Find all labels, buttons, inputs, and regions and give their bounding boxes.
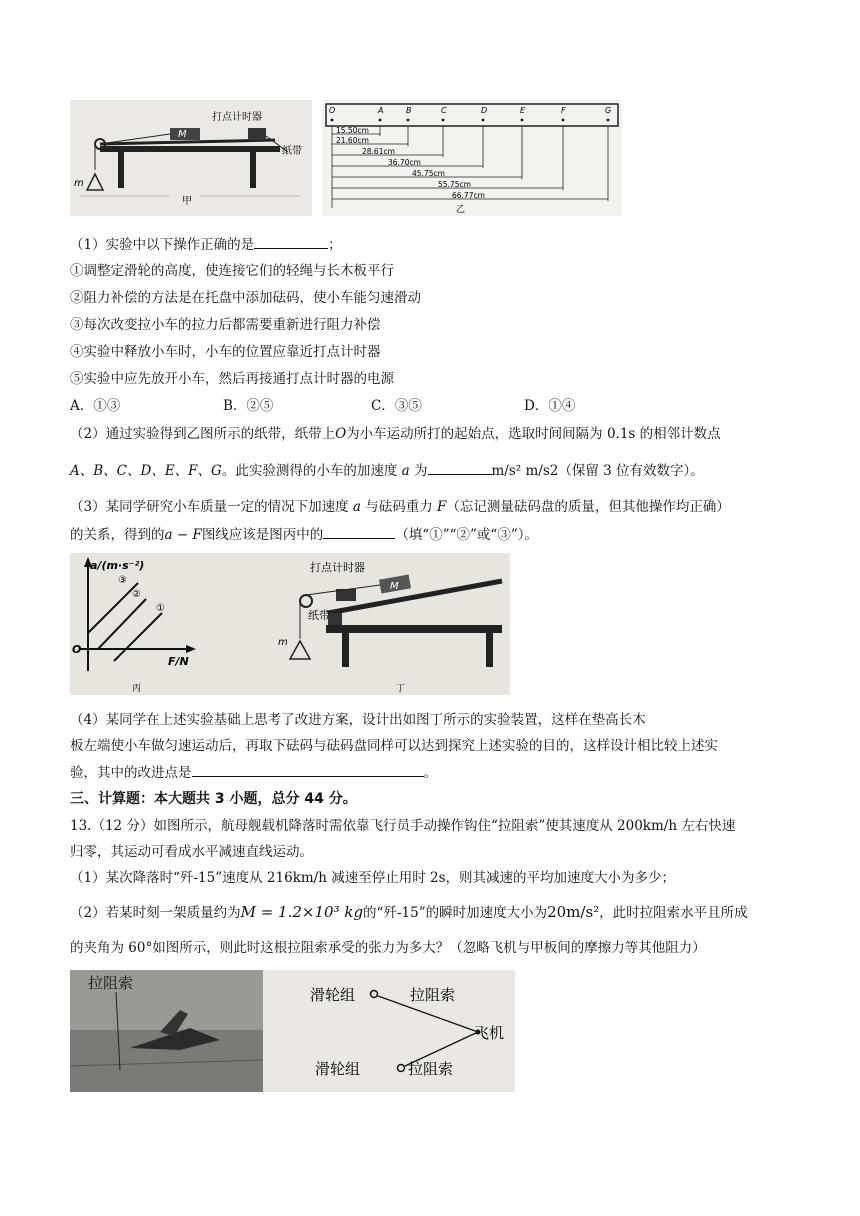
q4-line-2: 板左端使小车做匀速运动后，再取下砝码与砝码盘同样可以达到探究上述实验的目的，这样设计相比较上述实 [70, 738, 718, 754]
q4-line-1: （4）某同学在上述实验基础上思考了改进方案，设计出如图丁所示的实验装置，这样在垫高长木 [70, 712, 646, 728]
pulley-bottom-label: 滑轮组 [315, 1060, 361, 1078]
q1-choice-d[interactable]: D．①④ [524, 398, 576, 414]
q4-line-3: 验，其中的改进点是 。 [70, 762, 437, 783]
q2-line-2: A、B、C、D、E、F、G。此实验测得的小车的加速度 a 为 m/s² m/s2（保留 3 位有效数字）。 [70, 460, 704, 481]
figure-bing-ding [70, 553, 510, 695]
ding-timer-label: 打点计时器 [310, 561, 365, 574]
tape-dist-OG: 66.77cm [452, 191, 485, 200]
q2-answer-blank[interactable] [428, 460, 492, 475]
q1-answer-blank[interactable] [254, 234, 328, 249]
tape-point-A: A [378, 106, 384, 115]
ding-mass-label: m [278, 637, 288, 648]
bing-line-2: ② [132, 589, 141, 600]
tape-point-O: O [329, 106, 336, 115]
tape-point-F: F [561, 106, 566, 115]
tape-dist-OB: 21.60cm [336, 136, 369, 145]
q13-line-2: 归零，其运动可看成水平减速直线运动。 [70, 844, 313, 860]
q1-choice-b[interactable]: B．②⑤ [223, 398, 274, 414]
q1-option-5: ⑤实验中应先放开小车，然后再接通打点计时器的电源 [70, 371, 394, 387]
bing-y-label: a/(m·s⁻²) [90, 559, 145, 572]
bing-origin: O [72, 643, 82, 656]
bing-line-3: ③ [118, 575, 127, 586]
jia-tape-label: 纸带 [282, 146, 302, 157]
ding-cart-label: M [390, 581, 399, 592]
tape-dist-OA: 15.50cm [336, 126, 369, 135]
tape-points [331, 119, 610, 122]
tape-point-D: D [481, 106, 488, 115]
q3-line-1: （3）某同学研究小车质量一定的情况下加速度 a 与砝码重力 F（忘记测量砝码盘的质量，但其他操作均正确） [70, 499, 730, 515]
q2-line-1: （2）通过实验得到乙图所示的纸带，纸带上O为小车运动所打的起始点，选取时间间隔为 0.1s 的相邻计数点 [70, 426, 721, 442]
tape-point-G: G [605, 106, 612, 115]
plane-label: 飞机 [474, 1024, 505, 1042]
figure-yi [322, 100, 622, 216]
tape-dist-OC: 28.61cm [362, 147, 395, 156]
jia-timer-label: 打点计时器 [212, 112, 262, 123]
figure-ding [278, 560, 502, 694]
tape-dist-OD: 36.70cm [388, 158, 421, 167]
q13-sub-1: （1）某次降落时“歼-15”速度从 216km/h 减速至停止用时 2s，则其减速的平均加速度大小为多少； [70, 870, 676, 886]
q13-line-1: 13.（12 分）如图所示，航母舰载机降落时需依靠飞行员手动操作钩住“拉阻索”使其速度从 200km/h 左右快速 [70, 818, 736, 834]
figure-jia [70, 100, 312, 216]
tape-dist-OE: 45.75cm [412, 169, 445, 178]
figure-bing [72, 557, 196, 694]
tape-point-C: C [441, 106, 447, 115]
figure-bing-ding-drawing [70, 553, 510, 695]
q1-stem: （1）实验中以下操作正确的是 ； [70, 234, 342, 255]
figure-yi-drawing [322, 100, 622, 216]
q1-option-3: ③每次改变拉小车的拉力后都需要重新进行阻力补偿 [70, 317, 381, 333]
q1-option-1: ①调整定滑轮的高度，使连接它们的轻绳与长木板平行 [70, 263, 394, 279]
pulley-top-label: 滑轮组 [310, 986, 356, 1004]
q13-sub-2-line-2: 的夹角为 60°如图所示，则此时这根拉阻索承受的张力为多大？（忽略飞机与甲板间的摩擦力等其他阻力） [70, 940, 706, 956]
q1-choice-a[interactable]: A．①③ [70, 398, 121, 414]
figure-jia-drawing [70, 100, 312, 216]
bing-x-label: F/N [168, 655, 189, 668]
q3-line-2: 的关系，得到的a − F图线应该是图丙中的 （填“①”“②”或“③”）。 [70, 524, 538, 545]
section-3-heading: 三、计算题：本大题共 3 小题，总分 44 分。 [70, 791, 357, 807]
bing-caption: 丙 [132, 684, 142, 694]
q1-option-2: ②阻力补偿的方法是在托盘中添加砝码，使小车能匀速滑动 [70, 290, 421, 306]
figure-arrest-cable [70, 970, 515, 1092]
q4-answer-blank[interactable] [192, 762, 424, 777]
yi-caption: 乙 [456, 205, 466, 215]
jia-mass-label: m [74, 178, 84, 189]
ding-caption: 丁 [396, 684, 406, 694]
q1-choices [70, 396, 575, 416]
q3-answer-blank[interactable] [323, 524, 395, 539]
ding-tape-label: 纸带 [308, 609, 330, 622]
jia-caption: 甲 [182, 196, 192, 207]
bing-line-1: ① [156, 603, 165, 614]
tape-point-E: E [520, 106, 526, 115]
tape-point-B: B [406, 106, 412, 115]
figure-arrest-cable-drawing [70, 970, 515, 1092]
photo-cable-label: 拉阻索 [88, 974, 134, 992]
jia-cart-label: M [178, 129, 187, 140]
q1-option-4: ④实验中释放小车时，小车的位置应靠近打点计时器 [70, 344, 381, 360]
tape-dist-OF: 55.75cm [438, 180, 471, 189]
cable-bottom-label: 拉阻索 [408, 1060, 454, 1078]
q1-choice-c[interactable]: C．③⑤ [371, 398, 422, 414]
cable-top-label: 拉阻索 [410, 986, 456, 1004]
q13-sub-2: （2）若某时刻一架质量约为M = 1.2×10³ kg的“歼-15”的瞬时加速度大小为20m/s²，此时拉阻索水平且所成 [70, 903, 748, 921]
